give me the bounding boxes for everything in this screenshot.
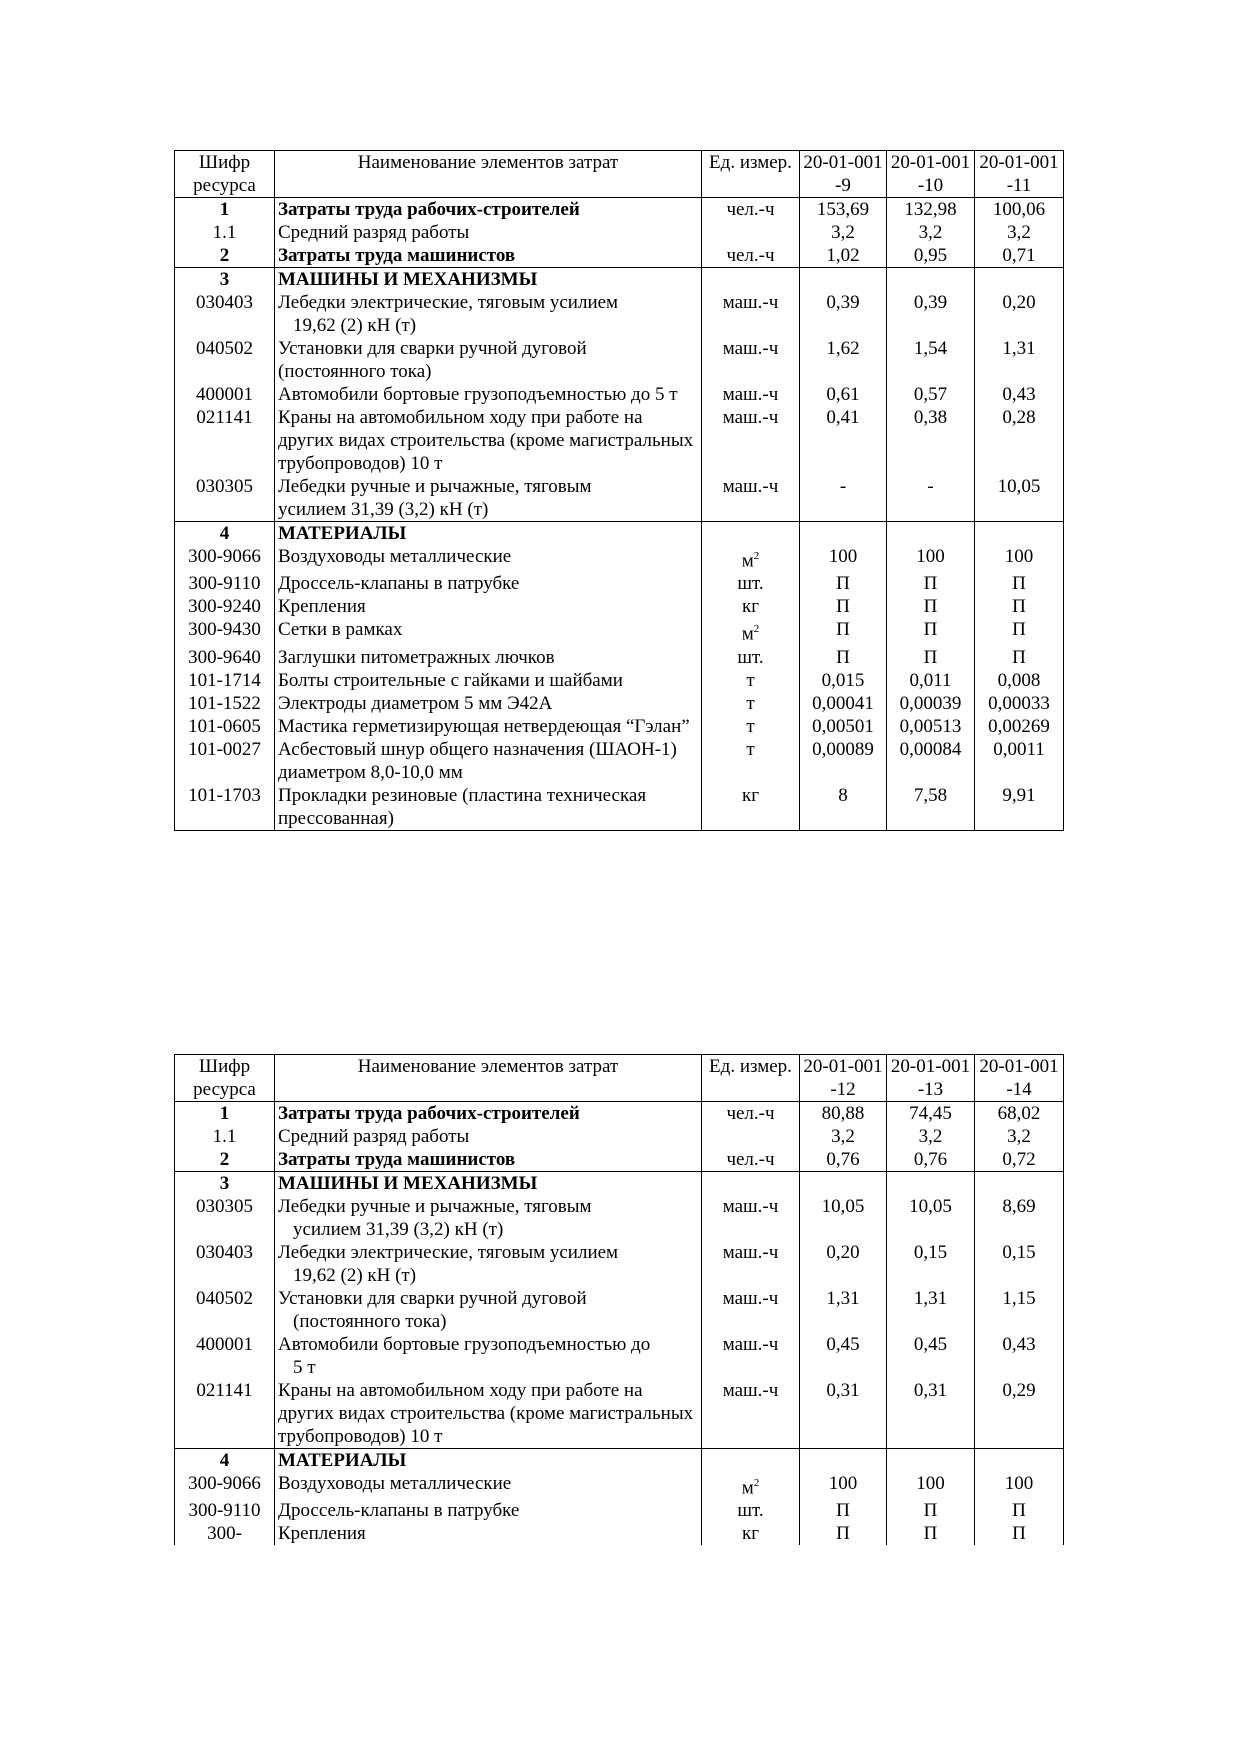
row-unit: чел.-ч — [702, 198, 800, 222]
table-header-row — [175, 151, 1064, 198]
row-unit: шт. — [702, 646, 800, 669]
row-unit — [702, 221, 800, 244]
table-row — [175, 1241, 1064, 1287]
row-unit: маш.-ч — [702, 291, 800, 337]
row-value: 100 — [975, 545, 1064, 572]
table-row — [175, 244, 1064, 268]
header-name: Наименование элементов затрат — [275, 151, 702, 198]
row-value: 100 — [800, 1472, 887, 1499]
table-row — [175, 1472, 1064, 1499]
row-value: П — [887, 572, 975, 595]
row-value: 0,71 — [975, 244, 1064, 268]
row-name: Затраты труда рабочих-строителей — [275, 1102, 702, 1126]
row-value: 74,45 — [887, 1102, 975, 1126]
row-name: Прокладки резиновые (пластина техническая прессованная) — [275, 784, 702, 831]
section-row — [175, 1449, 1064, 1473]
table-row — [175, 595, 1064, 618]
row-value: 100 — [975, 1472, 1064, 1499]
section-title: МАШИНЫ И МЕХАНИЗМЫ — [275, 268, 702, 292]
row-value: 10,05 — [975, 475, 1064, 522]
row-value: 0,28 — [975, 406, 1064, 475]
row-value — [800, 522, 887, 546]
header-col: 20-01-001-10 — [887, 151, 975, 198]
row-unit — [702, 1125, 800, 1148]
table-row — [175, 1195, 1064, 1241]
row-value: 1,02 — [800, 244, 887, 268]
row-value: 0,29 — [975, 1379, 1064, 1449]
row-value: П — [887, 618, 975, 645]
row-unit: шт. — [702, 572, 800, 595]
row-value: П — [887, 595, 975, 618]
row-name-line: 5 т — [293, 1357, 316, 1378]
row-value: 153,69 — [800, 198, 887, 222]
row-value: 0,31 — [800, 1379, 887, 1449]
row-code: 2 — [175, 1148, 275, 1172]
row-value: 0,15 — [975, 1241, 1064, 1287]
row-name: Дроссель-клапаны в патрубке — [275, 1499, 702, 1522]
row-code: 021141 — [175, 406, 275, 475]
table-row — [175, 406, 1064, 475]
row-code: 300-9430 — [175, 618, 275, 645]
table-row — [175, 1148, 1064, 1172]
row-value — [887, 268, 975, 292]
row-value: П — [800, 1522, 887, 1545]
row-unit: кг — [702, 784, 800, 831]
header-col: 20-01-001-11 — [975, 151, 1064, 198]
row-unit: маш.-ч — [702, 337, 800, 383]
row-value: 0,00084 — [887, 738, 975, 784]
row-value: 0,011 — [887, 669, 975, 692]
section-row — [175, 268, 1064, 292]
row-value: 100,06 — [975, 198, 1064, 222]
row-value: 8 — [800, 784, 887, 831]
unit-text: м — [741, 550, 754, 572]
row-name: Крепления — [275, 595, 702, 618]
row-value: 0,45 — [887, 1333, 975, 1379]
row-value: 1,31 — [975, 337, 1064, 383]
row-value: 0,95 — [887, 244, 975, 268]
row-code: 4 — [175, 522, 275, 546]
row-value: 0,41 — [800, 406, 887, 475]
section-row — [175, 522, 1064, 546]
row-unit: маш.-ч — [702, 383, 800, 406]
row-name: Дроссель-клапаны в патрубке — [275, 572, 702, 595]
row-value: 0,38 — [887, 406, 975, 475]
row-value: 10,05 — [887, 1195, 975, 1241]
resource-table-2 — [174, 1054, 1064, 1545]
row-value — [975, 1449, 1064, 1473]
header-unit: Ед. измер. — [702, 151, 800, 198]
header-code: Шифр ресурса — [175, 1055, 275, 1102]
row-unit: т — [702, 738, 800, 784]
row-unit: чел.-ч — [702, 1148, 800, 1172]
row-code: 300-9640 — [175, 646, 275, 669]
row-unit: маш.-ч — [702, 1195, 800, 1241]
row-code: 300- — [175, 1522, 275, 1545]
row-value: 0,00089 — [800, 738, 887, 784]
row-value: 0,00033 — [975, 692, 1064, 715]
row-name: Краны на автомобильном ходу при работе на других видах строительства (кроме магистральных трубопроводов) 10 т — [275, 406, 702, 475]
row-value — [800, 268, 887, 292]
row-name — [275, 291, 702, 337]
row-unit — [702, 618, 800, 645]
row-unit: маш.-ч — [702, 1379, 800, 1449]
row-value: 0,43 — [975, 383, 1064, 406]
row-name: Затраты труда рабочих-строителей — [275, 198, 702, 222]
row-name: Сетки в рамках — [275, 618, 702, 645]
row-value: 0,008 — [975, 669, 1064, 692]
row-value: П — [800, 595, 887, 618]
row-code: 030403 — [175, 1241, 275, 1287]
row-value: 80,88 — [800, 1102, 887, 1126]
row-name: Электроды диаметром 5 мм Э42А — [275, 692, 702, 715]
row-code: 300-9066 — [175, 545, 275, 572]
table-row — [175, 291, 1064, 337]
row-name — [275, 1195, 702, 1241]
table-row — [175, 1522, 1064, 1545]
row-name: Затраты труда машинистов — [275, 244, 702, 268]
row-name-line: 19,62 (2) кН (т) — [293, 315, 417, 336]
row-name: Воздуховоды металлические — [275, 545, 702, 572]
table-row — [175, 1125, 1064, 1148]
row-value: 0,00501 — [800, 715, 887, 738]
row-name-line: Лебедки ручные и рычажные, тяговым — [278, 476, 592, 497]
row-value: П — [800, 646, 887, 669]
row-value: 0,76 — [887, 1148, 975, 1172]
row-name: Установки для сварки ручной дуговой (постоянного тока) — [275, 337, 702, 383]
row-unit — [702, 1172, 800, 1196]
row-value: 0,31 — [887, 1379, 975, 1449]
table-row — [175, 545, 1064, 572]
row-name: Крепления — [275, 1522, 702, 1545]
row-value: П — [887, 646, 975, 669]
table-row — [175, 669, 1064, 692]
row-value: 0,20 — [800, 1241, 887, 1287]
row-name: Болты строительные с гайками и шайбами — [275, 669, 702, 692]
row-value: П — [975, 1499, 1064, 1522]
row-value: П — [975, 646, 1064, 669]
row-value: П — [975, 572, 1064, 595]
row-code: 101-0027 — [175, 738, 275, 784]
row-value: 0,39 — [800, 291, 887, 337]
row-value: 0,15 — [887, 1241, 975, 1287]
row-value: П — [800, 1499, 887, 1522]
row-value: 1,62 — [800, 337, 887, 383]
row-name-line: Лебедки ручные и рычажные, тяговым — [278, 1196, 592, 1217]
row-unit: чел.-ч — [702, 1102, 800, 1126]
row-name: Воздуховоды металлические — [275, 1472, 702, 1499]
row-code: 400001 — [175, 1333, 275, 1379]
row-value: 1,31 — [800, 1287, 887, 1333]
row-unit — [702, 522, 800, 546]
row-code: 300-9110 — [175, 1499, 275, 1522]
header-col: 20-01-001-13 — [887, 1055, 975, 1102]
row-name: Средний разряд работы — [275, 221, 702, 244]
table-row — [175, 383, 1064, 406]
table-row — [175, 198, 1064, 222]
table-row — [175, 738, 1064, 784]
row-value: 3,2 — [800, 221, 887, 244]
row-value: П — [887, 1522, 975, 1545]
table-row — [175, 715, 1064, 738]
row-value: 0,76 — [800, 1148, 887, 1172]
row-value: 100 — [887, 545, 975, 572]
row-value: 132,98 — [887, 198, 975, 222]
section-row — [175, 1172, 1064, 1196]
row-value: 0,72 — [975, 1148, 1064, 1172]
row-value: 10,05 — [800, 1195, 887, 1241]
row-value: 0,00269 — [975, 715, 1064, 738]
row-unit — [702, 268, 800, 292]
row-code: 3 — [175, 268, 275, 292]
table-row — [175, 475, 1064, 522]
row-value: 3,2 — [887, 1125, 975, 1148]
row-value: 0,20 — [975, 291, 1064, 337]
row-name-line: Установки для сварки ручной дуговой — [278, 1288, 587, 1309]
row-code: 4 — [175, 1449, 275, 1473]
row-code: 101-1714 — [175, 669, 275, 692]
header-code: Шифр ресурса — [175, 151, 275, 198]
row-unit: маш.-ч — [702, 475, 800, 522]
table-row — [175, 1102, 1064, 1126]
row-value: 0,0011 — [975, 738, 1064, 784]
row-name-line: 19,62 (2) кН (т) — [293, 1265, 417, 1286]
row-code: 030305 — [175, 475, 275, 522]
row-code: 101-1522 — [175, 692, 275, 715]
row-value — [887, 1449, 975, 1473]
row-value — [975, 522, 1064, 546]
row-value: 0,57 — [887, 383, 975, 406]
row-value: П — [800, 572, 887, 595]
row-value: 0,43 — [975, 1333, 1064, 1379]
row-unit: кг — [702, 1522, 800, 1545]
row-value: 3,2 — [800, 1125, 887, 1148]
row-unit — [702, 545, 800, 572]
row-value — [887, 1172, 975, 1196]
row-value: 100 — [800, 545, 887, 572]
row-name: Средний разряд работы — [275, 1125, 702, 1148]
row-value: - — [887, 475, 975, 522]
table-row — [175, 1287, 1064, 1333]
unit-superscript: 2 — [753, 1477, 760, 1489]
row-name — [275, 1241, 702, 1287]
row-name: Автомобили бортовые грузоподъемностью до 5 т — [275, 383, 702, 406]
row-value — [975, 268, 1064, 292]
header-unit: Ед. измер. — [702, 1055, 800, 1102]
table-row — [175, 221, 1064, 244]
section-title: МАШИНЫ И МЕХАНИЗМЫ — [275, 1172, 702, 1196]
row-name-line: усилием 31,39 (3,2) кН (т) — [278, 499, 489, 520]
row-code: 101-1703 — [175, 784, 275, 831]
unit-text: м — [741, 623, 754, 645]
row-value: 0,45 — [800, 1333, 887, 1379]
row-value: - — [800, 475, 887, 522]
section-title: МАТЕРИАЛЫ — [275, 522, 702, 546]
header-col: 20-01-001-12 — [800, 1055, 887, 1102]
row-unit: кг — [702, 595, 800, 618]
row-value: П — [975, 1522, 1064, 1545]
row-value: 0,00513 — [887, 715, 975, 738]
row-name: Асбестовый шнур общего назначения (ШАОН-1) диаметром 8,0-10,0 мм — [275, 738, 702, 784]
row-unit: шт. — [702, 1499, 800, 1522]
row-code: 030305 — [175, 1195, 275, 1241]
header-col: 20-01-001-14 — [975, 1055, 1064, 1102]
row-unit: чел.-ч — [702, 244, 800, 268]
row-value: 1,15 — [975, 1287, 1064, 1333]
row-value: 3,2 — [975, 221, 1064, 244]
row-value: 0,00041 — [800, 692, 887, 715]
row-code: 300-9066 — [175, 1472, 275, 1499]
row-value: 8,69 — [975, 1195, 1064, 1241]
row-code: 1 — [175, 1102, 275, 1126]
row-value: 3,2 — [975, 1125, 1064, 1148]
table-row — [175, 337, 1064, 383]
table-row — [175, 572, 1064, 595]
row-code: 021141 — [175, 1379, 275, 1449]
resource-table-1 — [174, 150, 1064, 831]
row-value: П — [800, 618, 887, 645]
row-unit — [702, 1472, 800, 1499]
table-header-row — [175, 1055, 1064, 1102]
section-title: МАТЕРИАЛЫ — [275, 1449, 702, 1473]
row-value — [887, 522, 975, 546]
table-row — [175, 692, 1064, 715]
row-value: 0,61 — [800, 383, 887, 406]
row-unit: маш.-ч — [702, 1287, 800, 1333]
row-value: 0,015 — [800, 669, 887, 692]
row-name-line: (постоянного тока) — [293, 1311, 447, 1332]
row-value: 0,00039 — [887, 692, 975, 715]
table-row — [175, 1333, 1064, 1379]
row-value — [800, 1172, 887, 1196]
header-col: 20-01-001-9 — [800, 151, 887, 198]
table-row — [175, 1499, 1064, 1522]
row-code: 3 — [175, 1172, 275, 1196]
row-value: 1,54 — [887, 337, 975, 383]
unit-text: м — [741, 1477, 754, 1499]
row-name — [275, 1287, 702, 1333]
row-name — [275, 475, 702, 522]
row-unit — [702, 1449, 800, 1473]
unit-superscript: 2 — [753, 550, 760, 562]
row-value: 3,2 — [887, 221, 975, 244]
row-name-line: Лебедки электрические, тяговым усилием — [278, 1242, 619, 1263]
row-name-line: усилием 31,39 (3,2) кН (т) — [293, 1219, 504, 1240]
row-value: 1,31 — [887, 1287, 975, 1333]
row-code: 040502 — [175, 1287, 275, 1333]
row-name-line: Лебедки электрические, тяговым усилием — [278, 292, 619, 313]
row-code: 300-9110 — [175, 572, 275, 595]
row-value — [975, 1172, 1064, 1196]
row-code: 030403 — [175, 291, 275, 337]
row-unit: маш.-ч — [702, 1333, 800, 1379]
table-row — [175, 1379, 1064, 1449]
row-name: Заглушки питометражных лючков — [275, 646, 702, 669]
row-value: 0,39 — [887, 291, 975, 337]
row-code: 2 — [175, 244, 275, 268]
row-code: 1 — [175, 198, 275, 222]
row-name: Мастика герметизирующая нетвердеющая “Гэлан” — [275, 715, 702, 738]
row-unit: маш.-ч — [702, 1241, 800, 1287]
row-value: П — [975, 595, 1064, 618]
row-value — [800, 1449, 887, 1473]
table-row — [175, 618, 1064, 645]
row-name: Краны на автомобильном ходу при работе на других видах строительства (кроме магистральных трубопроводов) 10 т — [275, 1379, 702, 1449]
row-name: Затраты труда машинистов — [275, 1148, 702, 1172]
row-value: П — [887, 1499, 975, 1522]
row-value: 9,91 — [975, 784, 1064, 831]
row-unit: маш.-ч — [702, 406, 800, 475]
row-value: 68,02 — [975, 1102, 1064, 1126]
table-row — [175, 784, 1064, 831]
row-unit: т — [702, 715, 800, 738]
table-row — [175, 646, 1064, 669]
row-value: 100 — [887, 1472, 975, 1499]
row-name-line: Автомобили бортовые грузоподъемностью до — [278, 1334, 651, 1355]
row-code: 1.1 — [175, 221, 275, 244]
row-code: 1.1 — [175, 1125, 275, 1148]
row-code: 400001 — [175, 383, 275, 406]
row-code: 300-9240 — [175, 595, 275, 618]
row-value: 7,58 — [887, 784, 975, 831]
row-unit: т — [702, 692, 800, 715]
row-value: П — [975, 618, 1064, 645]
row-code: 040502 — [175, 337, 275, 383]
row-unit: т — [702, 669, 800, 692]
header-name: Наименование элементов затрат — [275, 1055, 702, 1102]
row-code: 101-0605 — [175, 715, 275, 738]
row-name — [275, 1333, 702, 1379]
unit-superscript: 2 — [753, 623, 760, 636]
